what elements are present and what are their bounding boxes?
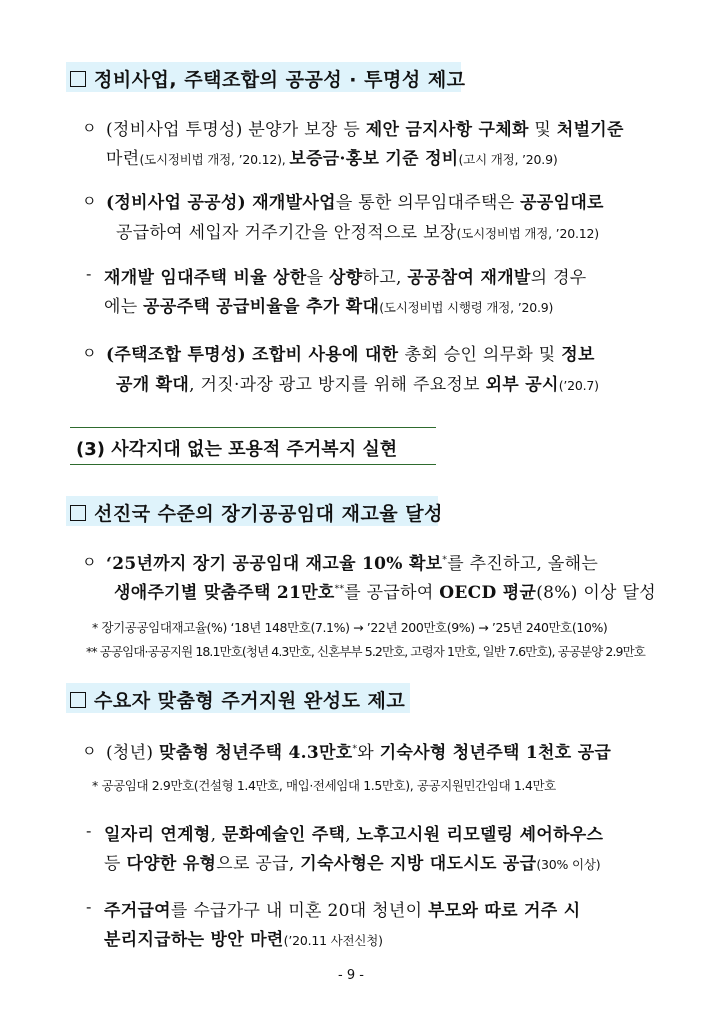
section-header: 정비사업, 주택조합의 공공성 · 투명성 제고 bbox=[70, 65, 466, 92]
list-item-line: 일자리 연계형, 문화예술인 주택, 노후고시원 리모델링 셰어하우스 bbox=[104, 825, 604, 845]
list-item-line: 공급하여 세입자 거주기간을 안정적으로 보장(도시정비법 개정, ’20.12) bbox=[116, 223, 599, 243]
bullet-o-icon: ㅇ bbox=[82, 742, 97, 760]
list-item-line: 생애주기별 맞춤주택 21만호**를 공급하여 OECD 평균(8%) 이상 달성 bbox=[114, 583, 656, 603]
bullet-dash-icon: - bbox=[86, 265, 92, 283]
footnote: ** 공공임대·공공지원 18.1만호(청년 4.3만호, 신혼부부 5.2만호, 고령자 1만호, 일반 7.6만호), 공공분양 2.9만호 bbox=[86, 644, 645, 659]
list-item-line: 재개발 임대주택 비율 상한을 상향하고, 공공참여 재개발의 경우 bbox=[104, 268, 587, 288]
list-item-line: (청년) 맞춤형 청년주택 4.3만호*와 기숙사형 청년주택 1천호 공급 bbox=[106, 743, 612, 763]
checkbox-square-icon bbox=[70, 692, 86, 708]
list-item-line: ‘25년까지 장기 공공임대 재고율 10% 확보*를 추진하고, 올해는 bbox=[106, 554, 599, 574]
checkbox-square-icon bbox=[70, 505, 86, 521]
bullet-o-icon: ㅇ bbox=[82, 553, 97, 571]
list-item-line: (정비사업 투명성) 분양가 보장 등 제안 금지사항 구체화 및 처벌기준 bbox=[106, 120, 624, 140]
list-item-line: 공개 확대, 거짓·과장 광고 방지를 위해 주요정보 외부 공시(’20.7) bbox=[116, 375, 599, 395]
footnote: * 장기공공임대재고율(%) ‘18년 148만호(7.1%) → ’22년 200만호(9%) → ’25년 240만호(10%) bbox=[92, 620, 608, 635]
page-number: - 9 - bbox=[338, 968, 364, 983]
section-header: 수요자 맞춤형 주거지원 완성도 제고 bbox=[70, 686, 405, 713]
list-item-line: (주택조합 투명성) 조합비 사용에 대한 총회 승인 의무화 및 정보 bbox=[106, 345, 595, 365]
section-header: 선진국 수준의 장기공공임대 재고율 달성 bbox=[70, 499, 443, 526]
bullet-o-icon: ㅇ bbox=[82, 119, 97, 137]
bullet-o-icon: ㅇ bbox=[82, 344, 97, 362]
list-item-line: 분리지급하는 방안 마련(’20.11 사전신청) bbox=[104, 930, 383, 950]
subsection-title: (3) 사각지대 없는 포용적 주거복지 실현 bbox=[70, 427, 436, 465]
list-item-line: 주거급여를 수급가구 내 미혼 20대 청년이 부모와 따로 거주 시 bbox=[104, 901, 581, 921]
list-item-line: 에는 공공주택 공급비율을 추가 확대(도시정비법 시행령 개정, ’20.9) bbox=[104, 297, 554, 317]
bullet-dash-icon: - bbox=[86, 898, 92, 916]
footnote: * 공공임대 2.9만호(건설형 1.4만호, 매입·전세임대 1.5만호), 공공지원민간임대 1.4만호 bbox=[92, 778, 556, 793]
list-item-line: 등 다양한 유형으로 공급, 기숙사형은 지방 대도시도 공급(30% 이상) bbox=[104, 854, 601, 874]
bullet-dash-icon: - bbox=[86, 822, 92, 840]
list-item-line: 마련(도시정비법 개정, ’20.12), 보증금·홍보 기준 정비(고시 개정, ’20.9) bbox=[106, 149, 558, 169]
bullet-o-icon: ㅇ bbox=[82, 192, 97, 210]
list-item-line: (정비사업 공공성) 재개발사업을 통한 의무임대주택은 공공임대로 bbox=[106, 193, 604, 213]
checkbox-square-icon bbox=[70, 71, 86, 87]
